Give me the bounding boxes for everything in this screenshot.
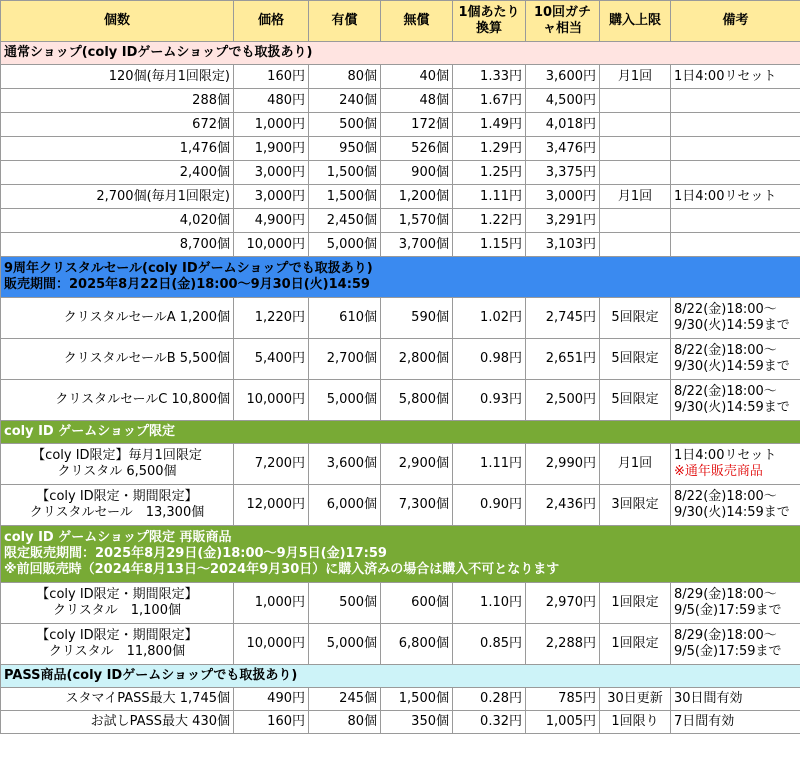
section-title-line: coly ID ゲームショップ限定 再販商品 [4,530,232,545]
free-cell: 600個 [381,583,453,624]
header-row [1,1,800,42]
count-cell [1,137,234,161]
limit-cell: 5回限定 [600,298,671,339]
header-paid: 有償 [309,1,381,42]
unit-price-cell: 1.15円 [453,233,526,257]
note-cell [671,688,800,711]
price-cell: 3,000円 [234,185,309,209]
gacha-cell: 2,288円 [526,624,600,665]
price-cell: 1,900円 [234,137,309,161]
header-unit-price: 1個あたり換算 [453,1,526,42]
section-header [1,42,800,65]
table-row [1,65,800,89]
limit-cell: 30日更新 [600,688,671,711]
gacha-cell: 4,018円 [526,113,600,137]
count-cell [1,688,234,711]
note-cell-line: ※通年販売商品 [674,464,763,479]
gacha-cell: 3,476円 [526,137,600,161]
count-cell [1,624,234,665]
price-cell: 1,220円 [234,298,309,339]
section-title [1,421,800,444]
unit-price-cell: 1.25円 [453,161,526,185]
count-cell [1,161,234,185]
free-cell: 172個 [381,113,453,137]
section-title-line: 9周年クリスタルセール(coly IDゲームショップでも取扱あり) [4,261,373,276]
gacha-cell: 3,375円 [526,161,600,185]
table-row [1,113,800,137]
header-gacha: 10回ガチャ相当 [526,1,600,42]
price-cell: 10,000円 [234,233,309,257]
note-cell-line: 7日間有効 [674,714,735,729]
note-cell-line: 8/22(金)18:00〜 [674,343,777,358]
count-cell-line: 【coly ID限定・期間限定】 [36,587,198,602]
note-cell [671,161,800,185]
price-cell: 1,000円 [234,583,309,624]
table-row [1,185,800,209]
header-limit: 購入上限 [600,1,671,42]
table-body [1,42,800,734]
unit-price-cell: 1.02円 [453,298,526,339]
count-cell-line: 8,700個 [179,236,230,252]
note-cell-line: 1日4:00リセット [674,68,777,84]
count-cell [1,233,234,257]
free-cell: 1,500個 [381,688,453,711]
paid-cell: 6,000個 [309,485,381,526]
paid-cell: 240個 [309,89,381,113]
table-row [1,233,800,257]
unit-price-cell: 0.28円 [453,688,526,711]
unit-price-cell: 1.11円 [453,185,526,209]
unit-price-cell: 1.22円 [453,209,526,233]
count-cell [1,209,234,233]
price-cell: 160円 [234,65,309,89]
note-cell-line: 8/22(金)18:00〜 [674,384,777,399]
limit-cell [600,233,671,257]
note-cell [671,711,800,734]
paid-cell: 2,700個 [309,339,381,380]
table-row [1,444,800,485]
free-cell: 1,200個 [381,185,453,209]
count-cell-line: 2,400個 [179,164,230,180]
count-cell [1,65,234,89]
unit-price-cell: 1.10円 [453,583,526,624]
section-title-line: ※前回販売時（2024年8月13日〜2024年9月30日）に購入済みの場合は購入不可となります [4,562,560,577]
section-header [1,421,800,444]
paid-cell: 3,600個 [309,444,381,485]
note-cell-line: 30日間有効 [674,691,743,706]
unit-price-cell: 1.67円 [453,89,526,113]
free-cell: 1,570個 [381,209,453,233]
note-cell-line: 9/30(火)14:59まで [674,318,790,333]
count-cell-line: クリスタルセールA 1,200個 [63,310,230,325]
table-row [1,161,800,185]
note-cell [671,339,800,380]
paid-cell: 1,500個 [309,161,381,185]
limit-cell: 1回限定 [600,583,671,624]
section-title-line: 限定販売期間：2025年8月29日(金)18:00〜9月5日(金)17:59 [4,546,387,561]
free-cell: 48個 [381,89,453,113]
gacha-cell: 1,005円 [526,711,600,734]
note-cell-line: 8/29(金)18:00〜 [674,587,777,602]
note-cell-line: 8/22(金)18:00〜 [674,302,777,317]
note-cell [671,583,800,624]
unit-price-cell: 1.49円 [453,113,526,137]
limit-cell: 5回限定 [600,380,671,421]
limit-cell [600,209,671,233]
section-title-line: PASS商品(coly IDゲームショップでも取扱あり) [4,668,298,683]
count-cell [1,380,234,421]
table-row [1,137,800,161]
gacha-cell: 2,745円 [526,298,600,339]
gacha-cell: 3,000円 [526,185,600,209]
note-cell [671,185,800,209]
section-header [1,526,800,583]
count-cell-line: 【coly ID限定】毎月1回限定 [32,448,202,463]
unit-price-cell: 1.11円 [453,444,526,485]
table-row [1,485,800,526]
count-cell-line: クリスタル 6,500個 [57,464,177,479]
count-cell-line: スタマイPASS最大 1,745個 [65,691,230,706]
price-cell: 3,000円 [234,161,309,185]
paid-cell: 2,450個 [309,209,381,233]
limit-cell [600,89,671,113]
table-row [1,688,800,711]
count-cell [1,339,234,380]
count-cell-line: 672個 [192,116,230,132]
gacha-cell: 3,600円 [526,65,600,89]
header-price: 価格 [234,1,309,42]
paid-cell: 610個 [309,298,381,339]
gacha-cell: 3,103円 [526,233,600,257]
limit-cell [600,161,671,185]
free-cell: 3,700個 [381,233,453,257]
count-cell [1,298,234,339]
section-title [1,665,800,688]
note-cell-line: 8/29(金)18:00〜 [674,628,777,643]
count-cell [1,89,234,113]
limit-cell: 1回限定 [600,624,671,665]
free-cell: 526個 [381,137,453,161]
limit-cell [600,113,671,137]
unit-price-cell: 1.33円 [453,65,526,89]
note-cell [671,485,800,526]
table-row [1,89,800,113]
header-count: 個数 [1,1,234,42]
price-cell: 12,000円 [234,485,309,526]
section-title-line: coly ID ゲームショップ限定 [4,424,175,439]
note-cell [671,113,800,137]
gacha-cell: 4,500円 [526,89,600,113]
gacha-cell: 785円 [526,688,600,711]
unit-price-cell: 0.32円 [453,711,526,734]
note-cell [671,444,800,485]
count-cell [1,113,234,137]
gacha-cell: 2,990円 [526,444,600,485]
note-cell-line: 9/30(火)14:59まで [674,359,790,374]
note-cell-line: 1日4:00リセット [674,448,777,463]
paid-cell: 950個 [309,137,381,161]
limit-cell: 月1回 [600,185,671,209]
note-cell-line: 8/22(金)18:00〜 [674,489,777,504]
price-cell: 1,000円 [234,113,309,137]
free-cell: 2,800個 [381,339,453,380]
gacha-cell: 2,970円 [526,583,600,624]
section-title [1,42,800,65]
count-cell [1,485,234,526]
note-cell [671,209,800,233]
note-cell [671,624,800,665]
free-cell: 5,800個 [381,380,453,421]
paid-cell: 80個 [309,711,381,734]
free-cell: 40個 [381,65,453,89]
unit-price-cell: 0.90円 [453,485,526,526]
section-title [1,526,800,583]
paid-cell: 5,000個 [309,624,381,665]
price-cell: 10,000円 [234,380,309,421]
paid-cell: 1,500個 [309,185,381,209]
limit-cell [600,137,671,161]
free-cell: 900個 [381,161,453,185]
unit-price-cell: 0.93円 [453,380,526,421]
note-cell-line: 9/30(火)14:59まで [674,505,790,520]
limit-cell: 5回限定 [600,339,671,380]
table-row [1,711,800,734]
free-cell: 7,300個 [381,485,453,526]
count-cell-line: 4,020個 [179,212,230,228]
free-cell: 2,900個 [381,444,453,485]
limit-cell: 3回限定 [600,485,671,526]
count-cell [1,444,234,485]
count-cell-line: 【coly ID限定・期間限定】 [36,628,198,643]
paid-cell: 500個 [309,113,381,137]
free-cell: 590個 [381,298,453,339]
paid-cell: 5,000個 [309,380,381,421]
gacha-cell: 2,500円 [526,380,600,421]
table-row [1,624,800,665]
count-cell-line: 120個(毎月1回限定) [108,68,230,84]
count-cell-line: 【coly ID限定・期間限定】 [36,489,198,504]
table-row [1,298,800,339]
table-row [1,583,800,624]
count-cell-line: 2,700個(毎月1回限定) [96,188,230,204]
table-row [1,209,800,233]
price-cell: 160円 [234,711,309,734]
count-cell-line: クリスタルセールC 10,800個 [55,392,230,407]
count-cell [1,711,234,734]
count-cell-line: 1,476個 [179,140,230,156]
gacha-cell: 3,291円 [526,209,600,233]
limit-cell: 1回限り [600,711,671,734]
count-cell-line: 288個 [192,92,230,108]
section-header [1,665,800,688]
note-cell [671,137,800,161]
note-cell-line: 9/5(金)17:59まで [674,603,782,618]
note-cell [671,89,800,113]
price-cell: 480円 [234,89,309,113]
header-note: 備考 [671,1,800,42]
count-cell [1,185,234,209]
section-header [1,257,800,298]
price-cell: 7,200円 [234,444,309,485]
count-cell-line: クリスタル 11,800個 [48,644,186,659]
paid-cell: 80個 [309,65,381,89]
note-cell-line: 9/5(金)17:59まで [674,644,782,659]
paid-cell: 500個 [309,583,381,624]
note-cell-line: 9/30(火)14:59まで [674,400,790,415]
section-title-line: 販売期間：2025年8月22日(金)18:00〜9月30日(火)14:59 [4,277,370,292]
unit-price-cell: 0.85円 [453,624,526,665]
unit-price-cell: 1.29円 [453,137,526,161]
count-cell-line: クリスタル 1,100個 [53,603,181,618]
price-cell: 5,400円 [234,339,309,380]
table-row [1,380,800,421]
count-cell [1,583,234,624]
count-cell-line: クリスタルセール 13,300個 [29,505,205,520]
header-free: 無償 [381,1,453,42]
gacha-cell: 2,651円 [526,339,600,380]
limit-cell: 月1回 [600,65,671,89]
note-cell [671,380,800,421]
unit-price-cell: 0.98円 [453,339,526,380]
price-cell: 10,000円 [234,624,309,665]
paid-cell: 5,000個 [309,233,381,257]
price-cell: 490円 [234,688,309,711]
paid-cell: 245個 [309,688,381,711]
price-cell: 4,900円 [234,209,309,233]
count-cell-line: クリスタルセールB 5,500個 [63,351,230,366]
free-cell: 6,800個 [381,624,453,665]
note-cell-line: 1日4:00リセット [674,188,777,204]
table-row [1,339,800,380]
gacha-cell: 2,436円 [526,485,600,526]
free-cell: 350個 [381,711,453,734]
note-cell [671,298,800,339]
limit-cell: 月1回 [600,444,671,485]
section-title [1,257,800,298]
note-cell [671,233,800,257]
section-title-line: 通常ショップ(coly IDゲームショップでも取扱あり) [4,45,313,60]
count-cell-line: お試しPASS最大 430個 [90,714,230,729]
note-cell [671,65,800,89]
